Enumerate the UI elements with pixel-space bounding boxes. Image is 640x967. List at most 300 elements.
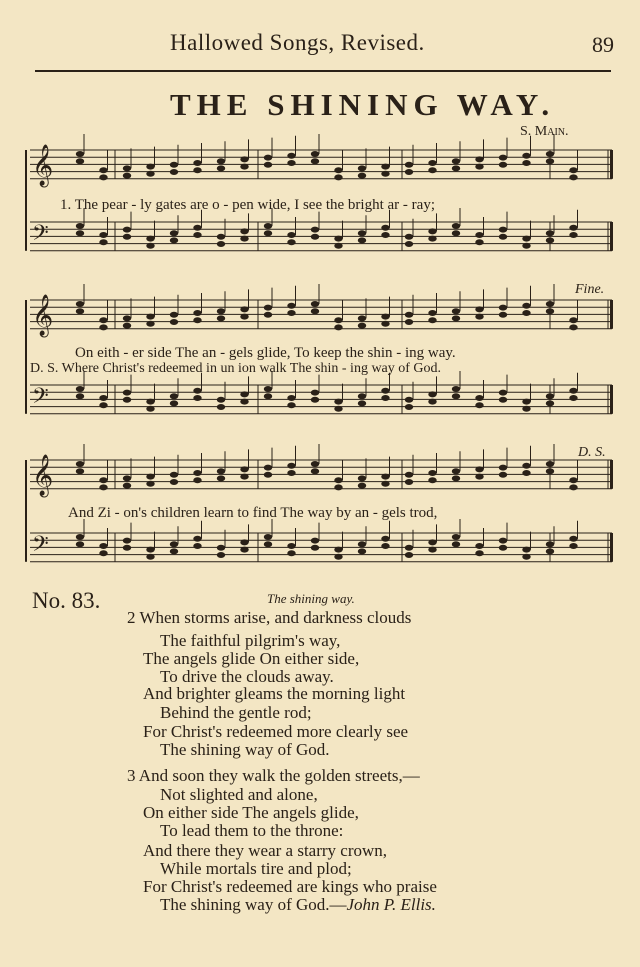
notehead <box>287 303 295 309</box>
notehead <box>405 404 413 410</box>
verse-2-line-5: And brighter gleams the morning light <box>143 684 406 703</box>
notehead <box>381 225 389 231</box>
verse-2-line-1: 2 When storms arise, and darkness clouds <box>127 608 412 627</box>
running-title: Hallowed Songs, Revised. <box>170 30 425 55</box>
verse-2-line-7: For Christ's redeemed more clearly see <box>143 722 409 741</box>
lyrics-line-2: On eith - er side The an - gels glide, To keep the shin - ing way. <box>75 345 456 361</box>
notehead <box>146 314 154 320</box>
notehead <box>381 321 389 327</box>
notehead <box>499 545 507 551</box>
notehead <box>76 301 84 307</box>
notehead <box>452 475 460 481</box>
notehead <box>452 165 460 171</box>
notehead <box>311 545 319 551</box>
notehead <box>146 164 154 170</box>
notehead <box>381 481 389 487</box>
notehead <box>123 538 131 544</box>
notehead <box>217 545 225 551</box>
treble-clef: 𝄞 <box>32 455 54 496</box>
notehead <box>99 402 107 408</box>
verse-3-line-4: To lead them to the throne: <box>160 821 344 840</box>
notehead <box>193 225 201 231</box>
notehead <box>146 481 154 487</box>
notehead <box>170 479 178 485</box>
notehead <box>546 151 554 157</box>
notehead <box>217 315 225 321</box>
notehead <box>99 232 107 238</box>
notehead <box>217 234 225 240</box>
notehead <box>264 534 272 540</box>
notehead <box>76 468 84 474</box>
notehead <box>146 406 154 412</box>
notehead <box>240 391 248 397</box>
notehead <box>475 314 483 320</box>
notehead <box>146 399 154 405</box>
notehead <box>428 539 436 545</box>
notehead <box>264 541 272 547</box>
notehead <box>311 468 319 474</box>
notehead <box>311 390 319 396</box>
notehead <box>76 230 84 236</box>
notehead <box>240 539 248 545</box>
verse-3-line-1: 3 And soon they walk the golden streets,— <box>127 766 420 785</box>
notehead <box>311 461 319 467</box>
notehead <box>405 319 413 325</box>
notehead <box>287 310 295 316</box>
notehead <box>287 232 295 238</box>
notehead <box>546 393 554 399</box>
notehead <box>569 174 577 180</box>
notehead <box>569 484 577 490</box>
verse-3-line-6: While mortals tire and plod; <box>160 859 352 878</box>
notehead <box>123 545 131 551</box>
notehead <box>569 232 577 238</box>
notehead <box>452 230 460 236</box>
notehead <box>287 470 295 476</box>
notehead <box>264 162 272 168</box>
notehead <box>311 227 319 233</box>
notehead <box>217 468 225 474</box>
notehead <box>264 230 272 236</box>
notehead <box>311 301 319 307</box>
verse-3-line-7: For Christ's redeemed are kings who praise <box>143 877 437 896</box>
notehead <box>546 468 554 474</box>
notehead <box>123 483 131 489</box>
notehead <box>428 399 436 405</box>
notehead <box>381 171 389 177</box>
notehead <box>452 223 460 229</box>
notehead <box>381 314 389 320</box>
notehead <box>452 541 460 547</box>
notehead <box>358 173 366 179</box>
notehead <box>76 386 84 392</box>
notehead <box>170 548 178 554</box>
notehead <box>334 554 342 560</box>
notehead <box>76 541 84 547</box>
notehead <box>546 548 554 554</box>
notehead <box>217 308 225 314</box>
notehead <box>170 169 178 175</box>
notehead <box>475 466 483 472</box>
notehead <box>546 230 554 236</box>
notehead <box>499 155 507 161</box>
notehead <box>546 158 554 164</box>
notehead <box>475 239 483 245</box>
notehead <box>428 317 436 323</box>
ds-marking: D. S. <box>578 445 606 460</box>
notehead <box>405 241 413 247</box>
bass-clef: 𝄢 <box>32 384 49 414</box>
notehead <box>358 315 366 321</box>
notehead <box>240 466 248 472</box>
hymn-number: No. 83. <box>32 588 101 613</box>
notehead <box>123 475 131 481</box>
notehead <box>428 470 436 476</box>
notehead <box>240 474 248 480</box>
notehead <box>264 393 272 399</box>
notehead <box>334 547 342 553</box>
notehead <box>475 232 483 238</box>
notehead <box>193 160 201 166</box>
notehead <box>99 550 107 556</box>
notehead <box>240 306 248 312</box>
notehead <box>334 174 342 180</box>
notehead <box>146 236 154 242</box>
notehead <box>240 164 248 170</box>
notehead <box>569 317 577 323</box>
author-credit: John P. Ellis. <box>346 895 436 914</box>
notehead <box>146 547 154 553</box>
notehead <box>287 160 295 166</box>
notehead <box>452 158 460 164</box>
notehead <box>264 155 272 161</box>
notehead <box>522 554 530 560</box>
notehead <box>428 547 436 553</box>
final-bar-line <box>610 460 613 489</box>
notehead <box>99 395 107 401</box>
notehead <box>146 554 154 560</box>
notehead <box>499 162 507 168</box>
notehead <box>264 305 272 311</box>
notehead <box>499 312 507 318</box>
notehead <box>170 162 178 168</box>
notehead <box>123 165 131 171</box>
notehead <box>381 395 389 401</box>
notehead <box>99 167 107 173</box>
notehead <box>170 237 178 243</box>
verse-2-line-4: To drive the clouds away. <box>160 667 334 686</box>
hymn-title: THE SHINING WAY. <box>170 87 556 122</box>
notehead <box>405 552 413 558</box>
final-bar-line <box>610 300 613 329</box>
notehead <box>569 324 577 330</box>
notehead <box>217 158 225 164</box>
notehead <box>569 536 577 542</box>
notehead <box>428 228 436 234</box>
notehead <box>334 406 342 412</box>
notehead <box>428 477 436 483</box>
page-number: 89 <box>592 32 614 57</box>
notehead <box>522 153 530 159</box>
notehead <box>287 402 295 408</box>
notehead <box>569 388 577 394</box>
notehead <box>99 543 107 549</box>
notehead <box>123 390 131 396</box>
treble-clef: 𝄞 <box>32 295 54 336</box>
notehead <box>334 167 342 173</box>
notehead <box>452 534 460 540</box>
notehead <box>522 160 530 166</box>
notehead <box>405 162 413 168</box>
notehead <box>240 156 248 162</box>
notehead <box>99 239 107 245</box>
verse-2-line-2: The faithful pilgrim's way, <box>160 631 341 650</box>
notehead <box>170 312 178 318</box>
notehead <box>569 167 577 173</box>
notehead <box>475 156 483 162</box>
notehead <box>287 153 295 159</box>
notehead <box>499 538 507 544</box>
composer-credit: S. Main. <box>520 124 569 139</box>
notehead <box>217 165 225 171</box>
notehead <box>123 227 131 233</box>
notehead <box>452 386 460 392</box>
final-bar-line <box>610 533 613 562</box>
notehead <box>569 477 577 483</box>
verse-2-line-8: The shining way of God. <box>160 740 330 759</box>
notehead <box>193 388 201 394</box>
notehead <box>405 312 413 318</box>
notehead <box>475 402 483 408</box>
notehead <box>146 321 154 327</box>
notehead <box>264 472 272 478</box>
notehead <box>381 232 389 238</box>
final-bar-line <box>610 385 613 414</box>
notehead <box>499 465 507 471</box>
notehead <box>381 164 389 170</box>
verse-2-line-6: Behind the gentle rod; <box>160 703 312 722</box>
notehead <box>193 543 201 549</box>
notehead <box>193 167 201 173</box>
notehead <box>546 400 554 406</box>
notehead <box>546 308 554 314</box>
notehead <box>546 461 554 467</box>
verse-3-line-8 <box>160 895 436 915</box>
notehead <box>287 239 295 245</box>
bass-clef: 𝄢 <box>32 532 49 562</box>
notehead <box>170 393 178 399</box>
notehead <box>358 165 366 171</box>
notehead <box>428 310 436 316</box>
notehead <box>381 388 389 394</box>
notehead <box>358 400 366 406</box>
notehead <box>123 173 131 179</box>
notehead <box>522 406 530 412</box>
notehead <box>522 547 530 553</box>
notehead <box>381 536 389 542</box>
verse-3-line-5: And there they wear a starry crown, <box>143 841 388 860</box>
notehead <box>76 393 84 399</box>
notehead <box>217 552 225 558</box>
notehead <box>499 472 507 478</box>
notehead <box>428 391 436 397</box>
notehead <box>569 395 577 401</box>
notehead <box>405 545 413 551</box>
notehead <box>123 397 131 403</box>
notehead <box>358 323 366 329</box>
notehead <box>475 306 483 312</box>
notehead <box>358 483 366 489</box>
notehead <box>311 397 319 403</box>
notehead <box>522 236 530 242</box>
notehead <box>475 395 483 401</box>
notehead <box>217 397 225 403</box>
notehead <box>358 237 366 243</box>
notehead <box>475 474 483 480</box>
notehead <box>428 160 436 166</box>
notehead <box>170 541 178 547</box>
notehead <box>334 236 342 242</box>
notehead <box>217 404 225 410</box>
notehead <box>217 475 225 481</box>
notehead <box>264 386 272 392</box>
notehead <box>287 463 295 469</box>
notehead <box>123 234 131 240</box>
notehead <box>358 548 366 554</box>
notehead <box>99 174 107 180</box>
notehead <box>311 538 319 544</box>
notehead <box>240 228 248 234</box>
notehead <box>569 543 577 549</box>
notehead <box>475 550 483 556</box>
notehead <box>546 237 554 243</box>
notehead <box>76 534 84 540</box>
notehead <box>522 399 530 405</box>
notehead <box>499 227 507 233</box>
notehead <box>99 484 107 490</box>
notehead <box>193 317 201 323</box>
notehead <box>452 315 460 321</box>
notehead <box>170 230 178 236</box>
notehead <box>452 468 460 474</box>
notehead <box>240 314 248 320</box>
notehead <box>569 225 577 231</box>
notehead <box>358 541 366 547</box>
notehead <box>264 312 272 318</box>
notehead <box>358 230 366 236</box>
notehead <box>334 484 342 490</box>
notehead <box>170 319 178 325</box>
notehead <box>499 390 507 396</box>
notehead <box>170 472 178 478</box>
final-bar-line <box>610 222 613 251</box>
notehead <box>475 543 483 549</box>
notehead <box>170 400 178 406</box>
notehead <box>99 324 107 330</box>
notehead <box>240 399 248 405</box>
notehead <box>522 463 530 469</box>
notehead <box>334 317 342 323</box>
notehead <box>123 315 131 321</box>
verse-3-last-line: The shining way of God.— <box>160 895 347 914</box>
notehead <box>76 151 84 157</box>
notehead <box>405 397 413 403</box>
lyrics-line-1: 1. The pear - ly gates are o - pen wide, I see the bright ar - ray; <box>60 197 435 213</box>
notehead <box>428 167 436 173</box>
notehead <box>193 536 201 542</box>
notehead <box>499 397 507 403</box>
notehead <box>522 470 530 476</box>
notehead <box>76 158 84 164</box>
verse-3-line-3: On either side The angels glide, <box>143 803 359 822</box>
lyrics-line-3: D. S. Where Christ's redeemed in un ion walk The shin - ing way of God. <box>30 361 442 376</box>
notehead <box>193 310 201 316</box>
notehead <box>358 393 366 399</box>
treble-clef: 𝄞 <box>32 145 54 186</box>
notehead <box>287 543 295 549</box>
notehead <box>193 477 201 483</box>
notehead <box>217 241 225 247</box>
notehead <box>264 223 272 229</box>
notehead <box>452 308 460 314</box>
notehead <box>452 393 460 399</box>
notehead <box>146 243 154 249</box>
final-bar-line <box>610 150 613 179</box>
notehead <box>334 477 342 483</box>
notehead <box>522 303 530 309</box>
notehead <box>405 169 413 175</box>
notehead <box>405 234 413 240</box>
notehead <box>311 158 319 164</box>
notehead <box>123 323 131 329</box>
notehead <box>358 475 366 481</box>
notehead <box>240 236 248 242</box>
notehead <box>499 234 507 240</box>
notehead <box>334 243 342 249</box>
notehead <box>99 317 107 323</box>
verse-3-line-2: Not slighted and alone, <box>160 785 318 804</box>
hymn-caption: The shining way. <box>267 591 355 606</box>
notehead <box>522 310 530 316</box>
notehead <box>146 474 154 480</box>
bass-clef: 𝄢 <box>32 221 49 251</box>
notehead <box>193 395 201 401</box>
notehead <box>405 472 413 478</box>
notehead <box>428 236 436 242</box>
notehead <box>381 474 389 480</box>
notehead <box>499 305 507 311</box>
lyrics-line-4: And Zi - on's children learn to find The way by an - gels trod, <box>68 505 438 521</box>
notehead <box>311 234 319 240</box>
notehead <box>264 465 272 471</box>
notehead <box>546 301 554 307</box>
notehead <box>76 308 84 314</box>
notehead <box>240 547 248 553</box>
notehead <box>381 543 389 549</box>
notehead <box>76 223 84 229</box>
notehead <box>546 541 554 547</box>
notehead <box>475 164 483 170</box>
notehead <box>146 171 154 177</box>
notehead <box>311 151 319 157</box>
notehead <box>405 479 413 485</box>
notehead <box>287 395 295 401</box>
notehead <box>334 399 342 405</box>
notehead <box>287 550 295 556</box>
fine-marking: Fine. <box>575 282 605 297</box>
notehead <box>193 470 201 476</box>
verse-2-line-3: The angels glide On either side, <box>143 649 360 668</box>
